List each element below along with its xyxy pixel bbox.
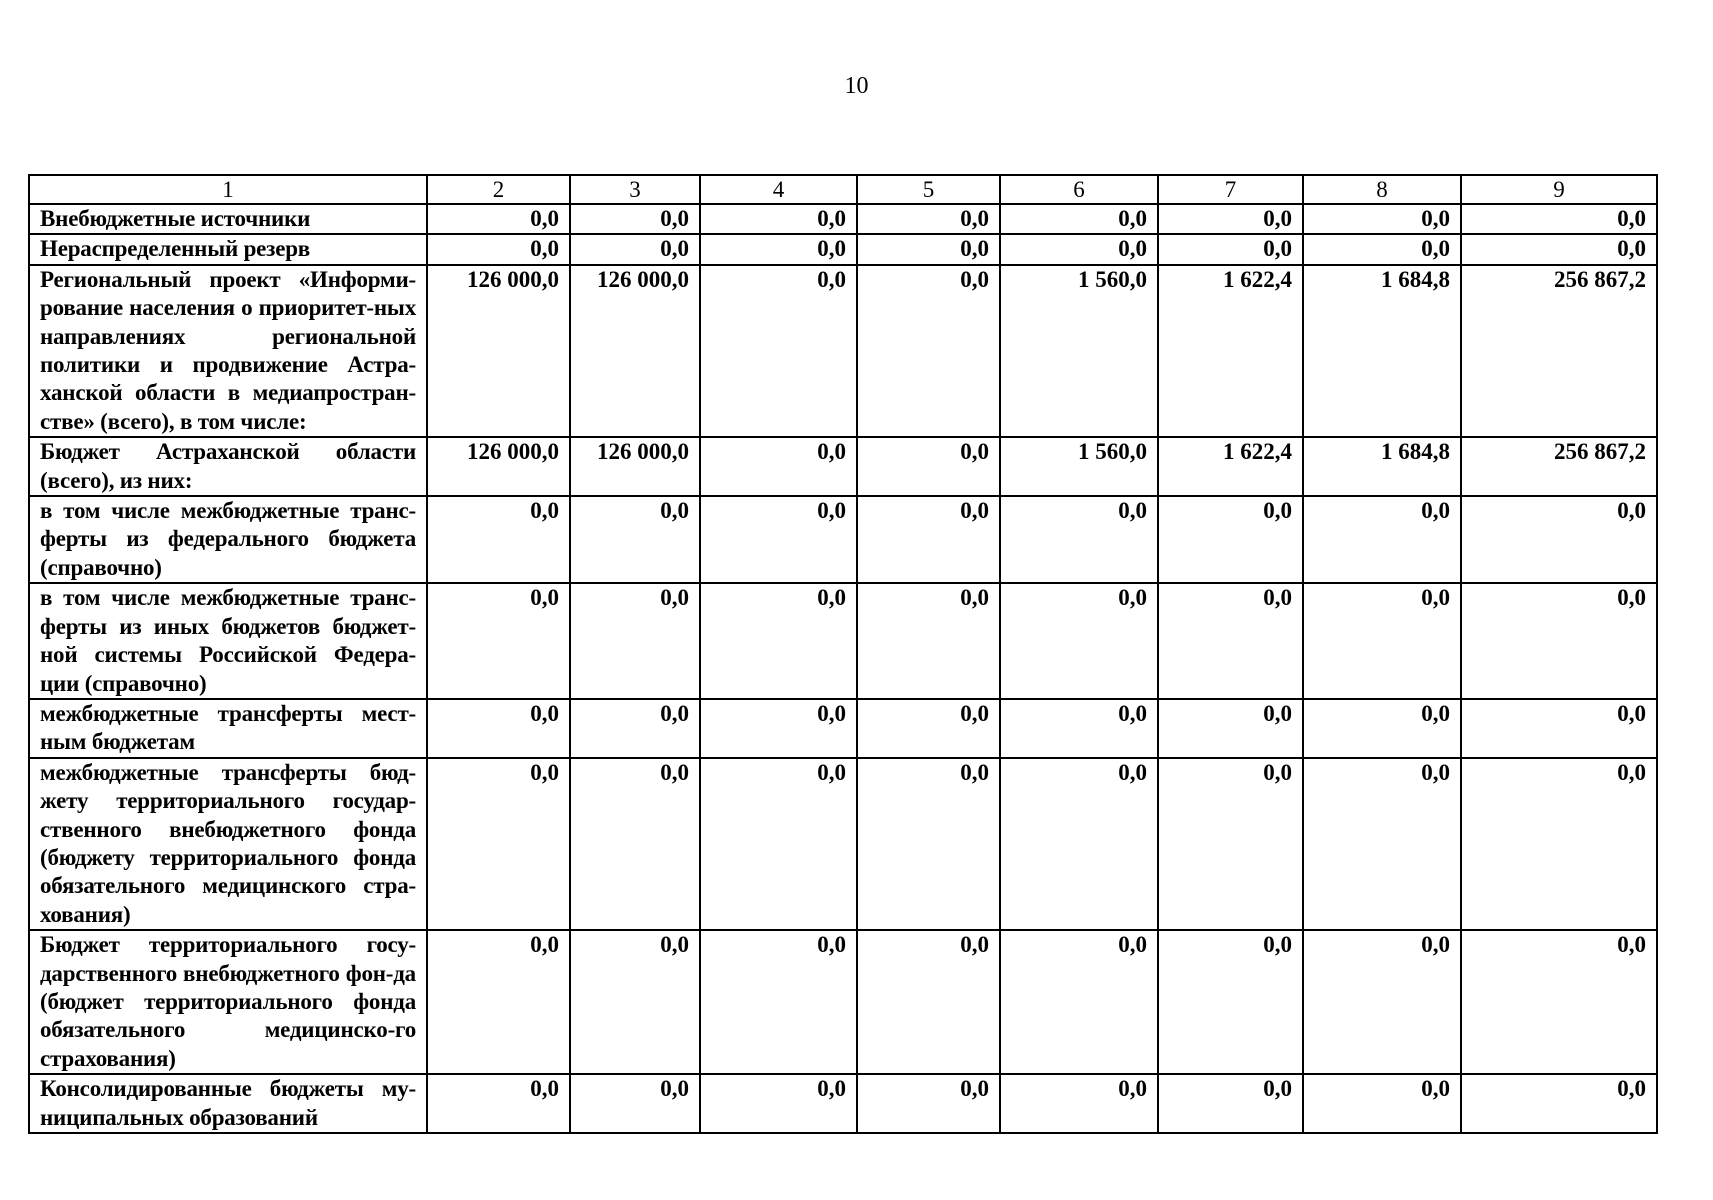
table-cell: 1 560,0: [1000, 265, 1158, 437]
table-cell: 0,0: [427, 1074, 570, 1133]
row-label: межбюджетные трансферты мест-ным бюджетам: [29, 699, 427, 758]
table-cell: 0,0: [427, 699, 570, 758]
column-header-6: 6: [1000, 175, 1158, 204]
row-label: Бюджет территориального госу-дарственного внебюджетного фон-да (бюджет территориального фонда обязательного медицинско-го страхования): [29, 930, 427, 1074]
table-cell: 0,0: [427, 204, 570, 234]
table-cell: 0,0: [1158, 699, 1303, 758]
table-cell: 0,0: [1000, 930, 1158, 1074]
table-cell: 0,0: [1000, 758, 1158, 930]
table-cell: 256 867,2: [1461, 265, 1657, 437]
table-cell: 0,0: [1303, 234, 1461, 264]
table-cell: 0,0: [700, 930, 857, 1074]
column-header-5: 5: [857, 175, 1000, 204]
table-row: [29, 265, 1657, 437]
table-cell: 0,0: [857, 1074, 1000, 1133]
table-cell: 0,0: [1461, 1074, 1657, 1133]
table-row: [29, 496, 1657, 583]
column-header-1: 1: [29, 175, 427, 204]
column-header-7: 7: [1158, 175, 1303, 204]
row-label: в том числе межбюджетные транс-ферты из федерального бюджета (справочно): [29, 496, 427, 583]
table-cell: 0,0: [1303, 583, 1461, 699]
table-cell: 0,0: [1303, 930, 1461, 1074]
table-cell: 0,0: [1158, 204, 1303, 234]
column-header-4: 4: [700, 175, 857, 204]
table-cell: 0,0: [700, 204, 857, 234]
table-cell: 0,0: [1000, 496, 1158, 583]
column-header-3: 3: [570, 175, 700, 204]
table-cell: 0,0: [700, 265, 857, 437]
table-cell: 0,0: [570, 1074, 700, 1133]
table-cell: 0,0: [427, 496, 570, 583]
row-label: Внебюджетные источники: [29, 204, 427, 234]
table-cell: 0,0: [1158, 758, 1303, 930]
table-row: [29, 1074, 1657, 1133]
table-cell: 0,0: [1158, 1074, 1303, 1133]
table-cell: 0,0: [700, 758, 857, 930]
table-row: [29, 699, 1657, 758]
table-cell: 0,0: [857, 930, 1000, 1074]
table-cell: 126 000,0: [427, 437, 570, 496]
row-label: Бюджет Астраханской области (всего), из них:: [29, 437, 427, 496]
table-cell: 0,0: [1303, 699, 1461, 758]
table-cell: 1 622,4: [1158, 265, 1303, 437]
table-cell: 0,0: [1461, 234, 1657, 264]
table-cell: 0,0: [857, 699, 1000, 758]
table-cell: 0,0: [1000, 234, 1158, 264]
table-cell: 0,0: [1461, 930, 1657, 1074]
table-cell: 0,0: [700, 437, 857, 496]
table-header-row: [29, 175, 1657, 204]
table-cell: 0,0: [857, 496, 1000, 583]
table-cell: 0,0: [570, 234, 700, 264]
table-cell: 0,0: [1158, 234, 1303, 264]
table-cell: 126 000,0: [427, 265, 570, 437]
row-label: межбюджетные трансферты бюд-жету территориального государ-ственного внебюджетного фонда (бюджету территориального фонда обязательного медицинского стра-хования): [29, 758, 427, 930]
table-cell: 0,0: [1000, 204, 1158, 234]
row-label: в том числе межбюджетные транс-ферты из иных бюджетов бюджет-ной системы Российской Федера-ции (справочно): [29, 583, 427, 699]
table-cell: 0,0: [427, 930, 570, 1074]
table-row: [29, 930, 1657, 1074]
table-cell: 0,0: [427, 758, 570, 930]
page-number: 10: [844, 73, 869, 99]
table-cell: 0,0: [1303, 496, 1461, 583]
table-cell: 0,0: [1461, 496, 1657, 583]
table-row: [29, 583, 1657, 699]
table-cell: 0,0: [427, 583, 570, 699]
table-cell: 0,0: [1303, 1074, 1461, 1133]
table-cell: 0,0: [1461, 583, 1657, 699]
table-row: [29, 758, 1657, 930]
table-cell: 0,0: [427, 234, 570, 264]
table-cell: 1 684,8: [1303, 265, 1461, 437]
table-row: [29, 234, 1657, 264]
table-cell: 0,0: [857, 583, 1000, 699]
table-cell: 0,0: [570, 930, 700, 1074]
table-row: [29, 437, 1657, 496]
table-cell: 0,0: [1000, 699, 1158, 758]
table-cell: 0,0: [1461, 204, 1657, 234]
table-cell: 126 000,0: [570, 265, 700, 437]
table-cell: 0,0: [857, 265, 1000, 437]
table-cell: 1 622,4: [1158, 437, 1303, 496]
table-cell: 0,0: [857, 437, 1000, 496]
table-cell: 0,0: [857, 234, 1000, 264]
table-cell: 0,0: [1158, 496, 1303, 583]
table-cell: 0,0: [570, 496, 700, 583]
table-cell: 0,0: [570, 699, 700, 758]
table-cell: 1 560,0: [1000, 437, 1158, 496]
table-cell: 0,0: [1158, 930, 1303, 1074]
table-cell: 0,0: [570, 758, 700, 930]
table-cell: 0,0: [570, 583, 700, 699]
table-cell: 0,0: [1303, 204, 1461, 234]
table-cell: 0,0: [700, 583, 857, 699]
row-label: Консолидированные бюджеты му-ниципальных образований: [29, 1074, 427, 1133]
table-cell: 0,0: [1000, 583, 1158, 699]
table-cell: 0,0: [570, 204, 700, 234]
table-cell: 0,0: [857, 758, 1000, 930]
table-cell: 0,0: [1461, 758, 1657, 930]
column-header-9: 9: [1461, 175, 1657, 204]
table-cell: 256 867,2: [1461, 437, 1657, 496]
table-cell: 0,0: [700, 1074, 857, 1133]
budget-table: [28, 174, 1658, 1134]
column-header-2: 2: [427, 175, 570, 204]
table-cell: 0,0: [700, 496, 857, 583]
row-label: Региональный проект «Информи-рование населения о приоритет-ных направлениях региональной политики и продвижение Астра-ханской области в медиапростран-стве» (всего), в том числе:: [29, 265, 427, 437]
table-row: [29, 204, 1657, 234]
table-cell: 0,0: [1461, 699, 1657, 758]
table-cell: 1 684,8: [1303, 437, 1461, 496]
table-cell: 0,0: [700, 699, 857, 758]
table-cell: 0,0: [1158, 583, 1303, 699]
table-cell: 0,0: [1000, 1074, 1158, 1133]
table-cell: 0,0: [857, 204, 1000, 234]
table-cell: 0,0: [1303, 758, 1461, 930]
column-header-8: 8: [1303, 175, 1461, 204]
table-cell: 0,0: [700, 234, 857, 264]
table-cell: 126 000,0: [570, 437, 700, 496]
row-label: Нераспределенный резерв: [29, 234, 427, 264]
